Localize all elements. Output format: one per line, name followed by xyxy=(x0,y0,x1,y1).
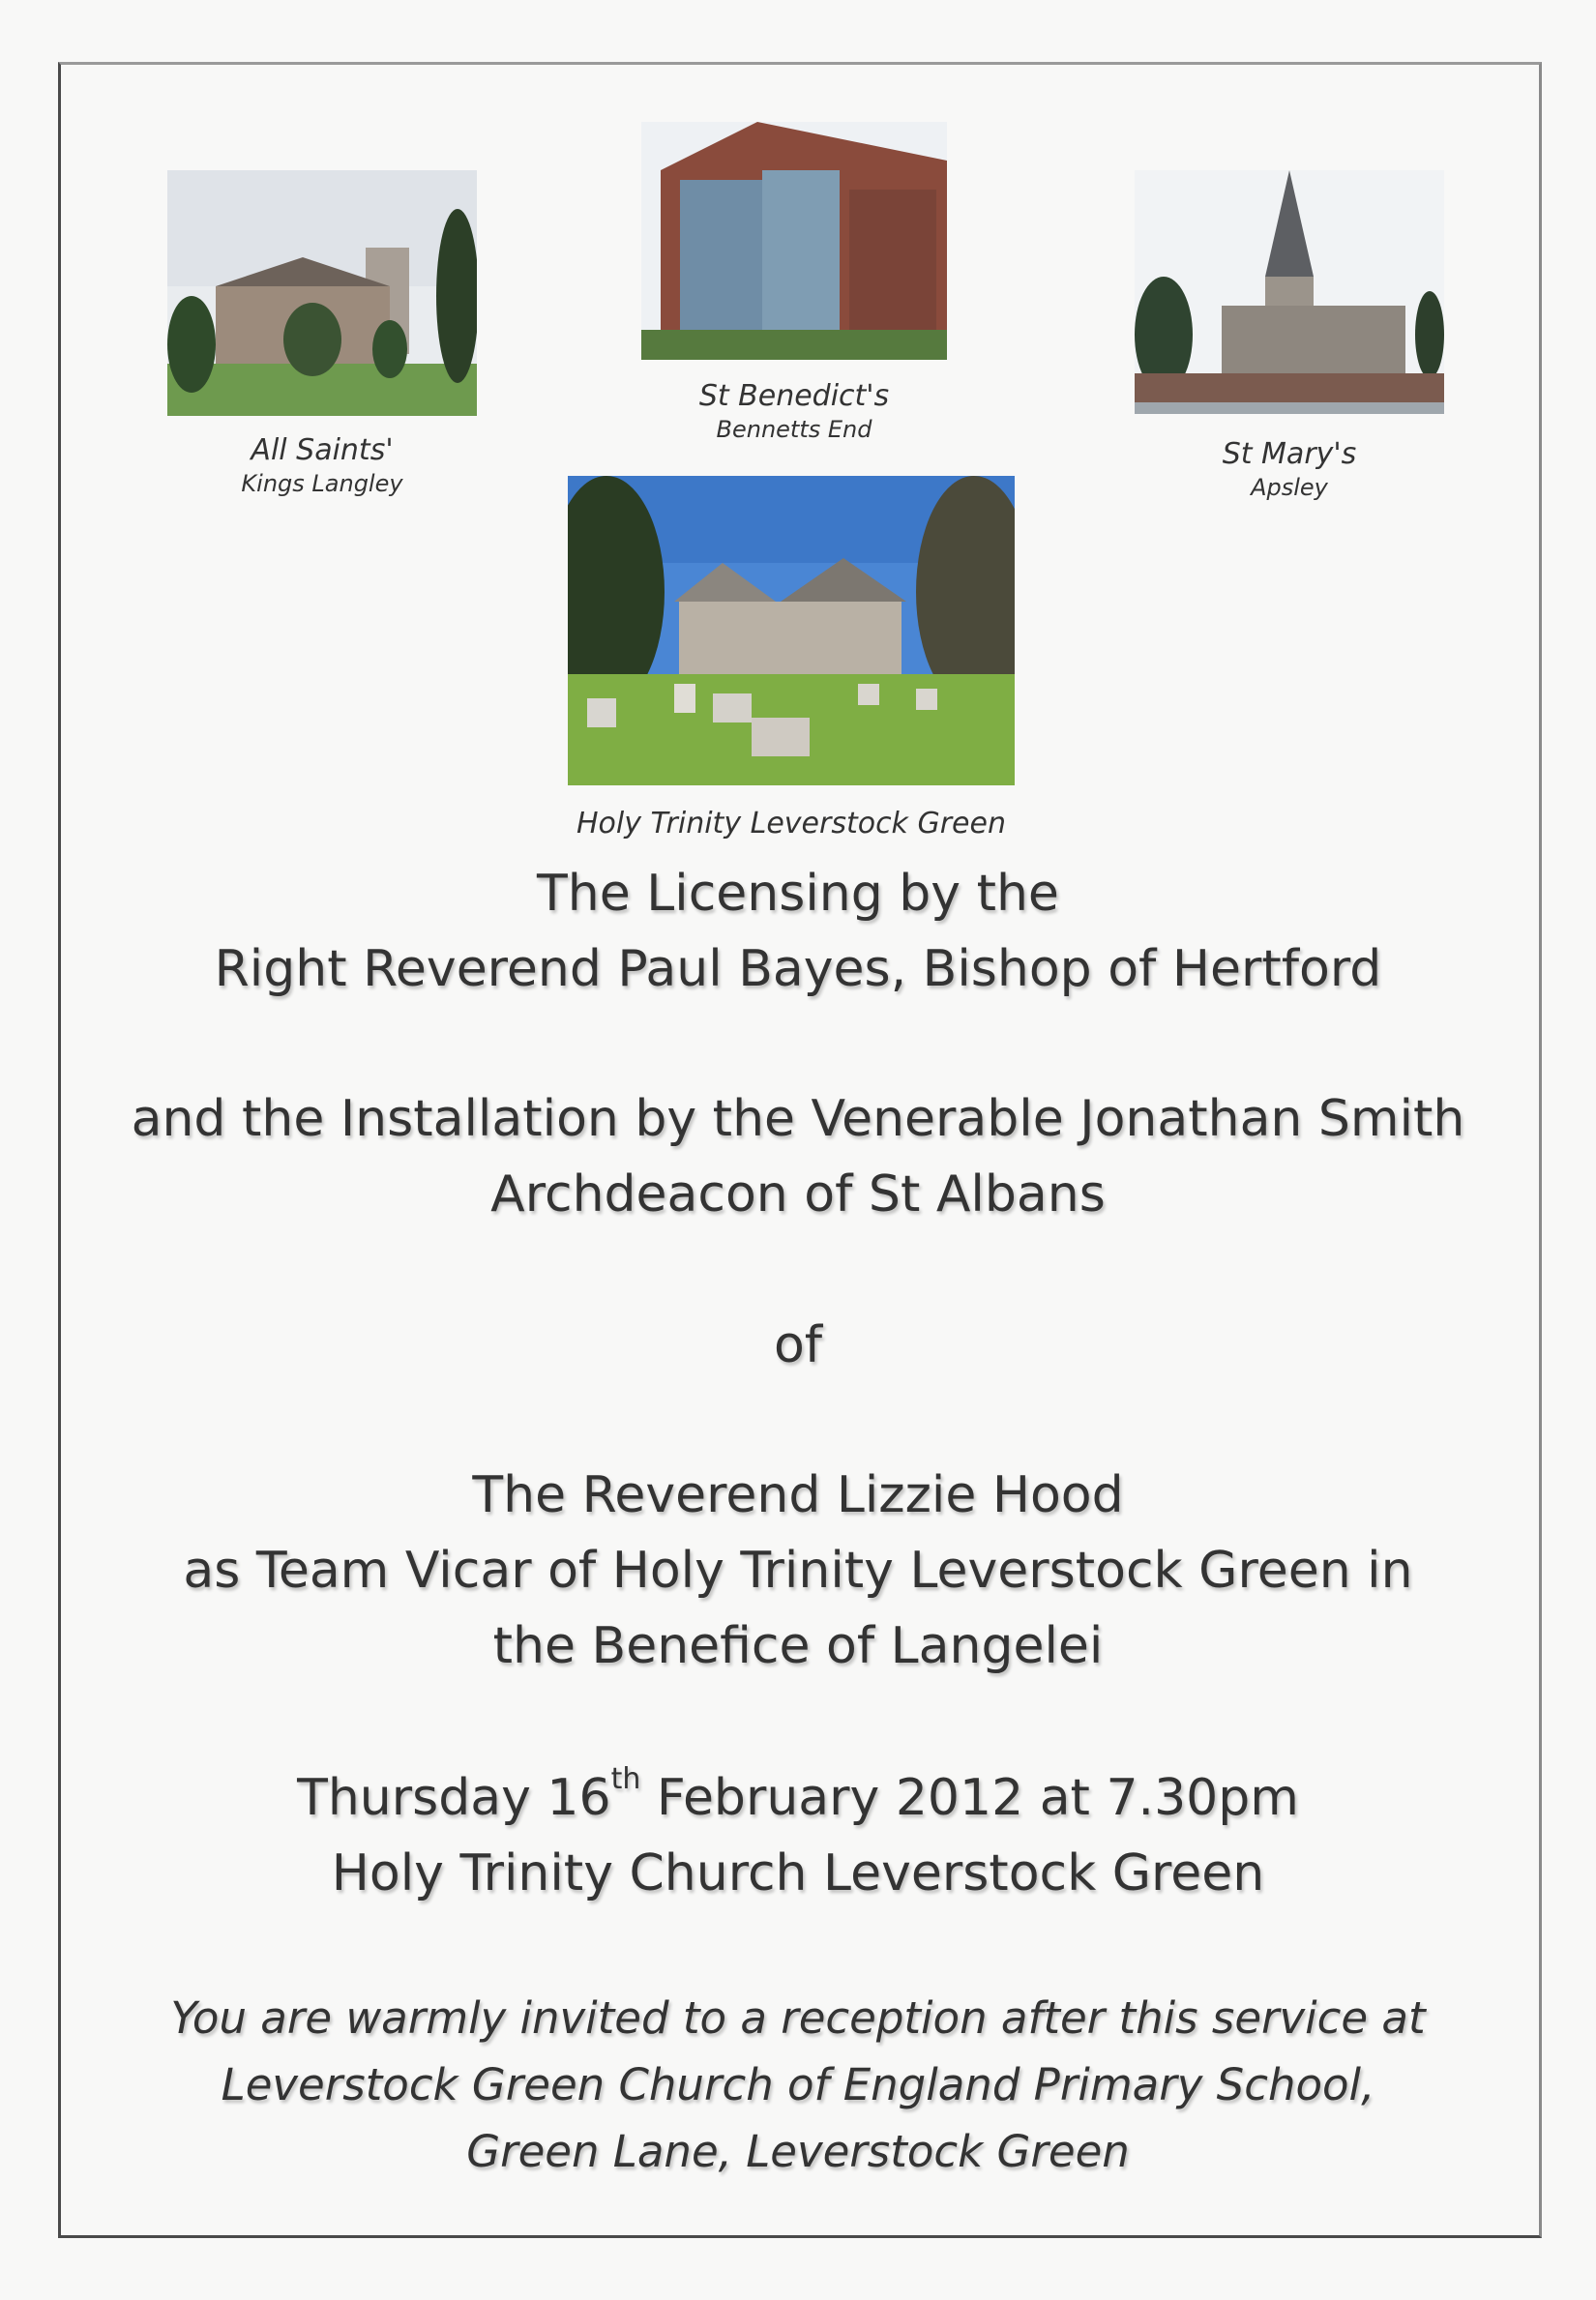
licensing-heading xyxy=(0,856,1596,1007)
st-marys-photo xyxy=(1135,170,1444,414)
all-saints-photo xyxy=(167,170,477,416)
date-block xyxy=(0,1760,1596,1911)
installation-line: and the Installation by the Venerable Jonathan Smith xyxy=(131,1090,1465,1148)
church-place: Kings Langley xyxy=(241,470,403,497)
of-line: of xyxy=(773,1316,823,1374)
date-rest: February 2012 at 7.30pm xyxy=(640,1769,1299,1827)
invitation-line: Green Lane, Leverstock Green xyxy=(466,2126,1130,2177)
reception-invitation xyxy=(0,1985,1596,2185)
church-place: Bennetts End xyxy=(716,416,872,443)
church-name: St Benedict's xyxy=(698,379,890,413)
licensee-line: as Team Vicar of Holy Trinity Leverstock Green in xyxy=(183,1542,1413,1600)
holy-trinity-photo xyxy=(568,476,1015,785)
church-place: Apsley xyxy=(1251,474,1328,501)
licensee-line: The Reverend Lizzie Hood xyxy=(472,1466,1124,1524)
of-text xyxy=(0,1308,1596,1383)
venue-line: Holy Trinity Church Leverstock Green xyxy=(331,1844,1265,1902)
all-saints-caption xyxy=(187,433,458,499)
date-ordinal: th xyxy=(610,1762,641,1796)
licensee-line: the Benefice of Langelei xyxy=(492,1617,1104,1675)
date-line xyxy=(0,1760,1596,1836)
date-day: Thursday 16 xyxy=(297,1769,611,1827)
church-name: Holy Trinity Leverstock Green xyxy=(576,807,1006,840)
st-marys-caption xyxy=(1154,437,1425,503)
church-name: St Mary's xyxy=(1222,437,1357,471)
invitation-line: Leverstock Green Church of England Primary School, xyxy=(221,2059,1375,2110)
st-benedicts-caption xyxy=(659,379,930,445)
st-benedicts-photo xyxy=(641,122,947,360)
heading-line: The Licensing by the xyxy=(537,865,1059,923)
holy-trinity-caption xyxy=(501,807,1081,841)
heading-line: Right Reverend Paul Bayes, Bishop of Hertford xyxy=(214,940,1382,998)
church-name: All Saints' xyxy=(251,433,394,467)
installation-block xyxy=(0,1081,1596,1232)
invitation-line: You are warmly invited to a reception after this service at xyxy=(170,1992,1426,2044)
licensee-block xyxy=(0,1458,1596,1684)
installation-line: Archdeacon of St Albans xyxy=(490,1165,1106,1224)
